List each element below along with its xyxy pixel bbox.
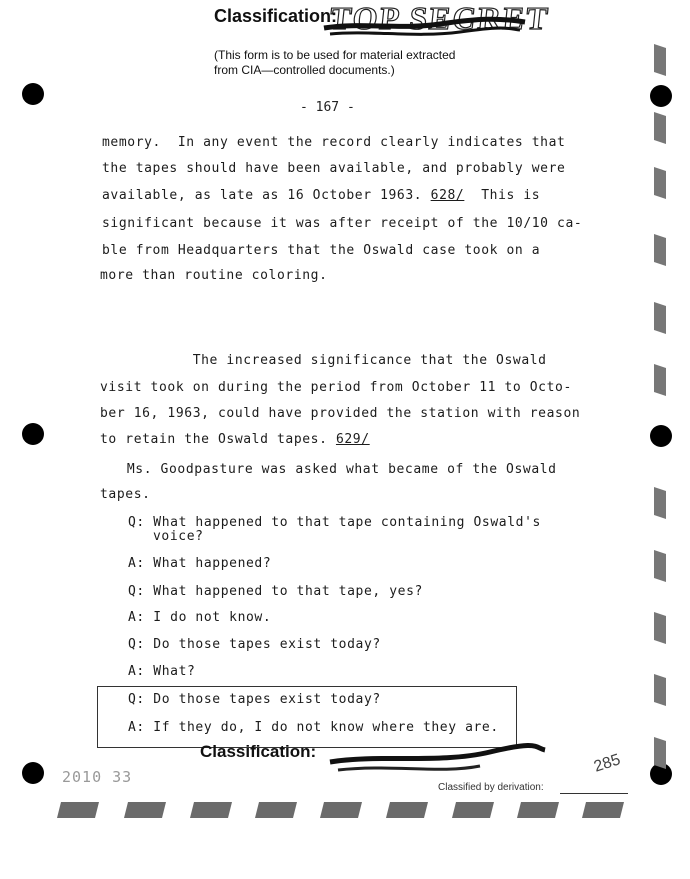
body-line: Ms. Goodpasture was asked what became of the Oswald [110, 462, 557, 477]
speaker-label: Q: [128, 692, 145, 707]
binder-hole [22, 762, 44, 784]
bottom-hatch-mark [515, 800, 561, 820]
edge-hatch-mark [650, 232, 670, 268]
speaker-label: A: [128, 610, 145, 625]
transcript-line [128, 720, 499, 735]
transcript-text: What happened to that tape containing Oswald's [153, 515, 541, 530]
body-line: tapes. [100, 487, 151, 502]
body-line [102, 188, 540, 203]
bottom-hatch-mark [450, 800, 496, 820]
bottom-hatch-mark [318, 800, 364, 820]
transcript-line [128, 692, 381, 707]
edge-hatch-mark [650, 548, 670, 584]
body-line-text: to retain the Oswald tapes. [100, 432, 336, 447]
body-line: ber 16, 1963, could have provided the station with reason [100, 406, 581, 421]
edge-hatch-mark [650, 42, 670, 78]
speaker-label: Q: [128, 637, 145, 652]
speaker-label: Q: [128, 515, 145, 530]
form-note [214, 48, 534, 78]
transcript-line [128, 610, 271, 625]
edge-hatch-mark [650, 362, 670, 398]
footer-stamp-strikeout [320, 738, 550, 778]
derivation-blank [560, 793, 628, 794]
transcript-line [128, 637, 381, 652]
footnote-ref: 629/ [335, 432, 370, 447]
transcript-text: Do those tapes exist today? [153, 692, 381, 707]
transcript-line [128, 556, 271, 571]
edge-hatch-mark [650, 735, 670, 771]
edge-hatch-mark [650, 300, 670, 336]
body-line: ble from Headquarters that the Oswald case took on a [102, 243, 541, 258]
footer-classification-label: Classification: [200, 742, 317, 761]
transcript-line [128, 515, 541, 530]
transcript-text: What happened? [153, 556, 272, 571]
bottom-hatch-mark [580, 800, 626, 820]
top-secret-stamp: TOP SECRET [328, 0, 552, 36]
body-line-text: This is [464, 188, 541, 203]
transcript-line: voice? [153, 529, 204, 544]
body-line-text: available, as late as 16 October 1963. [102, 188, 431, 203]
bottom-hatch-mark [188, 800, 234, 820]
edge-hatch-mark [650, 110, 670, 146]
footnote-ref: 628/ [430, 188, 465, 203]
body-line: the tapes should have been available, and probably were [102, 161, 566, 176]
speaker-label: A: [128, 720, 145, 735]
form-note-line-1: (This form is to be used for material extracted [214, 48, 456, 62]
transcript-text: What happened to that tape, yes? [153, 584, 423, 599]
bottom-hatch-mark [122, 800, 168, 820]
binder-hole [650, 425, 672, 447]
binder-hole [22, 83, 44, 105]
transcript-text: What? [153, 664, 196, 679]
transcript-text: If they do, I do not know where they are. [153, 720, 499, 735]
binder-hole [22, 423, 44, 445]
folio-number: 285 [591, 751, 623, 776]
page-number: - 167 - [300, 100, 355, 115]
bottom-hatch-mark [384, 800, 430, 820]
body-line: visit took on during the period from October 11 to Octo- [100, 380, 572, 395]
bottom-hatch-mark [253, 800, 299, 820]
body-line [100, 432, 370, 447]
edge-hatch-mark [650, 672, 670, 708]
body-line: significant because it was after receipt of the 10/10 ca- [102, 216, 583, 231]
form-note-line-2: from CIA—controlled documents.) [214, 63, 395, 77]
transcript-line [128, 584, 423, 599]
transcript-text: Do those tapes exist today? [153, 637, 381, 652]
transcript-line [128, 664, 195, 679]
body-line: The increased significance that the Oswald [100, 353, 547, 368]
edge-hatch-mark [650, 610, 670, 646]
body-line: more than routine coloring. [100, 268, 328, 283]
stamp-strikeout [320, 0, 530, 48]
binder-hole [650, 85, 672, 107]
edge-hatch-mark [650, 485, 670, 521]
derivation-label: Classified by derivation: [438, 782, 544, 793]
edge-hatch-mark [650, 165, 670, 201]
speaker-label: A: [128, 664, 145, 679]
classification-label: Classification: [214, 6, 338, 26]
document-id: 2010 33 [62, 768, 133, 786]
transcript-text: I do not know. [153, 610, 272, 625]
speaker-label: A: [128, 556, 145, 571]
bottom-hatch-mark [55, 800, 101, 820]
body-line: memory. In any event the record clearly indicates that [102, 135, 566, 150]
speaker-label: Q: [128, 584, 145, 599]
